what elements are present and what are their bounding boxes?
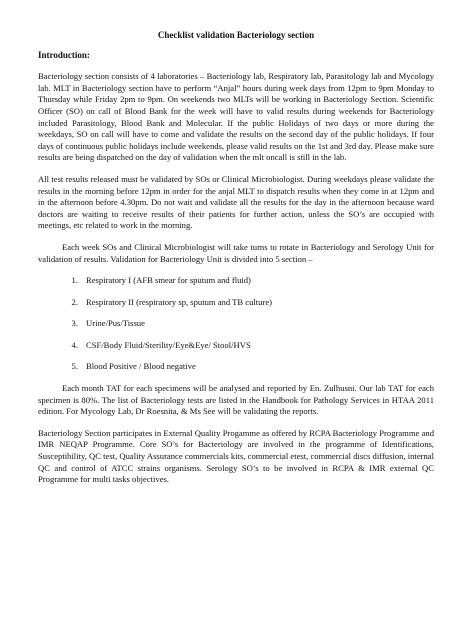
list-item-text: Blood Positive / Blood negative xyxy=(86,361,196,372)
list-item xyxy=(38,340,434,352)
list-item xyxy=(38,318,434,330)
list-item-number: 3. xyxy=(71,318,78,329)
paragraph-eqa: Bacteriology Section participates in External Quality Progamme as offered by RCPA Bacteriology Programme and IMR NEQAP Programme. Core SO’s for Bacteriology are involved in the programme of Identifications, Susceptibility, QC test, Quality Assurance commercials kits, commercial etest, commercial discs diffusion, internal QC and control of ATCC strains organisms. Serology SO’s to be involved in RCPA & IMR external QC Programme for multi tasks objectives. xyxy=(38,427,434,485)
list-item-number: 2. xyxy=(71,296,78,307)
paragraph-validation-rules: All test results released must be validated by SOs or Clinical Microbiologist. During weekdays please validate the results in the morning before 12pm in order for the anjal MLT to dispatch results when they come in at 12pm and in the afternoon before 4.30pm. Do not wait and validate all the results for the day in the afternoon because ward doctors are waiting to receive results of their patients for further action, unless the SO’s are occupied with meetings, etc related to work in the morning. xyxy=(38,173,434,231)
list-item-number: 4. xyxy=(71,339,78,350)
list-item-number: 5. xyxy=(71,361,78,372)
list-item xyxy=(38,297,434,309)
list-item-number: 1. xyxy=(71,275,78,286)
list-item xyxy=(38,361,434,373)
list-item-text: Urine/Pus/Tissue xyxy=(86,318,145,329)
list-item-text: Respiratory I (AFB smear for sputum and fluid) xyxy=(86,275,251,286)
list-item-text: CSF/Body Fluid/Sterility/Eye&Eye/ Stool/HVS xyxy=(86,339,251,350)
paragraph-lab-overview: Bacteriology section consists of 4 laboratories – Bacteriology lab, Respiratory lab, Parasitology lab and Mycology lab. MLT in Bacteriology section have to perform “Anjal” hours during week days from 12pm to 9pm Monday to Thursday while Friday 2pm to 9pm. On weekends two MLTs will be working in Bacteriology Section. Scientific Officer (SO) on call of Blood Bank for the week will have to valid results during weekends for Bacteriology included Parasitology, Blood Bank and Molecular. If the public Holidays of two days or more during the weekdays, SO on call will have to come and validate the results on the second day of the public holidays. If four days of continuous public holidays include weekends, please valid results on the 1st and 3rd day. Please make sure results are being dispatched on the day of validation when the mlt oncall is still in the lab. xyxy=(38,71,434,163)
validation-section-list xyxy=(38,275,434,373)
paragraph-tat: Each month TAT for each specimens will be analysed and reported by En. Zulhusni. Our lab TAT for each specimen is 80%. The list of Bacteriology tests are listed in the Handbook for Pathology Services in HTAA 2011 edition. For Mycology Lab, Dr Roesnita, & Ms See will be validating the reports. xyxy=(38,383,434,417)
document-title: Checklist validation Bacteriology section xyxy=(157,30,315,40)
paragraph-rotation: Each week SOs and Clinical Microbiologist will take turns to rotate in Bacteriology and Serology Unit for validation of results. Validation for Bacteriology Unit is divided into 5 section – xyxy=(38,241,434,264)
list-item-text: Respiratory II (respiratory sp, sputum and TB culture) xyxy=(86,296,272,307)
list-item xyxy=(38,275,434,287)
introduction-heading: Introduction: xyxy=(38,49,90,60)
